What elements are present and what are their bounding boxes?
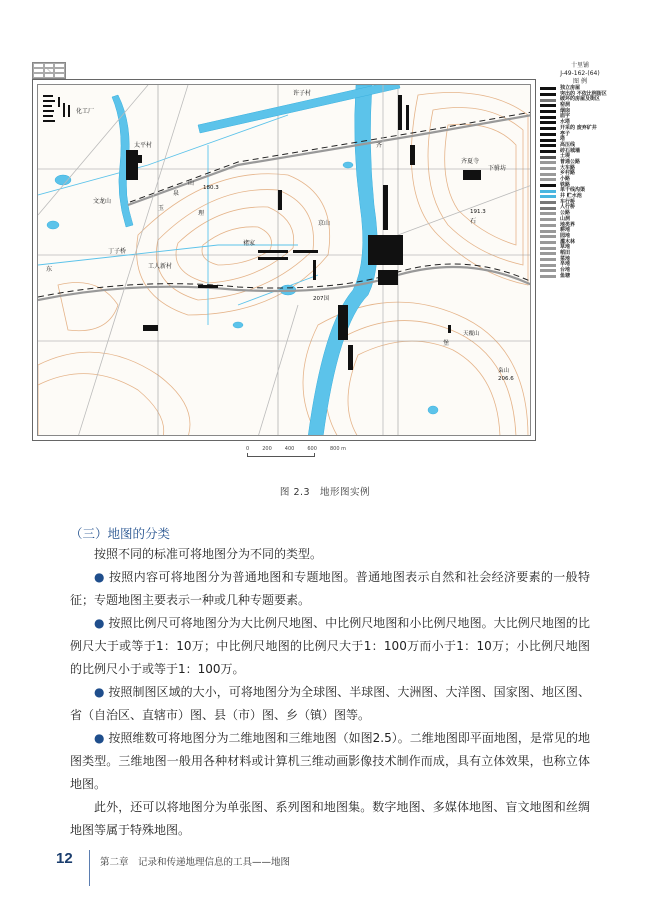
legend-symbol-icon [540, 235, 556, 238]
legend-label: 井 贮水池 [560, 193, 582, 200]
legend-label: 塔 [560, 136, 566, 143]
legend-label: 烟囱 [560, 107, 571, 114]
legend-symbol-icon [540, 264, 556, 267]
svg-text:齐夏寺: 齐夏寺 [461, 158, 480, 165]
legend-symbol-icon [540, 87, 556, 90]
bullet-paragraph-dimension [70, 727, 590, 796]
legend-symbol-icon [540, 201, 556, 204]
svg-text:石: 石 [470, 218, 477, 225]
legend-label: 高压线 [560, 141, 576, 148]
svg-text:化工厂: 化工厂 [76, 108, 95, 115]
svg-text:齐: 齐 [376, 142, 383, 149]
legend-symbol-icon [540, 224, 556, 227]
legend-label: 园地 [560, 232, 571, 239]
legend-label: 菜地 [560, 255, 571, 262]
legend-label: 山洞 [560, 215, 571, 222]
svg-text:枭山: 枭山 [498, 368, 510, 374]
svg-text:191.3: 191.3 [470, 209, 486, 215]
legend-symbol-icon [540, 212, 556, 215]
map-legend [540, 62, 620, 279]
closing-paragraph: 此外，还可以将地图分为单张图、系列图和地图集。数字地图、多媒体地图、盲文地图和丝绸地图等属于特殊地图。 [70, 800, 590, 837]
legend-label: 亭子 [560, 130, 571, 137]
svg-text:丁子桥: 丁子桥 [108, 248, 127, 255]
svg-text:下驸坊: 下驸坊 [488, 165, 507, 172]
footer-divider [89, 850, 90, 886]
bullet-icon: ● [94, 570, 105, 584]
legend-label: 乡村路 [560, 170, 576, 177]
svg-text:玉: 玉 [158, 205, 165, 212]
bullet-text: 按照制图区域的大小，可将地图分为全球图、半球图、大洲图、大洋图、国家图、地区图、省（自治区、直辖市）图、县（市）图、乡（镇）图等。 [70, 685, 590, 722]
map-content [37, 84, 531, 436]
legend-items [540, 86, 620, 279]
map-illustration [38, 85, 531, 436]
intro-paragraph: 按照不同的标准可将地图分为不同的类型。 [94, 547, 323, 561]
bullet-paragraph-region [70, 681, 590, 727]
legend-symbol-icon [540, 258, 556, 261]
svg-text:东: 东 [46, 266, 53, 273]
legend-label: 灌木林 [560, 238, 576, 245]
section-heading: （三）地图的分类 [70, 526, 171, 541]
legend-label: 破坏的房屋及街区 [560, 96, 601, 103]
bullet-icon: ● [94, 616, 105, 630]
svg-text:文龙山: 文龙山 [93, 198, 112, 205]
legend-label: 人行桥 [560, 204, 576, 211]
legend-symbol-icon [540, 247, 556, 250]
legend-symbol-icon [540, 110, 556, 113]
svg-text:褚家: 褚家 [243, 240, 256, 247]
legend-symbol-icon [540, 167, 556, 170]
scale-tick: 800 m [329, 446, 346, 452]
legend-symbol-icon [540, 116, 556, 119]
legend-symbol-icon [540, 93, 556, 96]
chapter-title: 第二章 记录和传递地理信息的工具——地图 [100, 857, 291, 868]
legend-label: 旱地 [560, 261, 571, 268]
legend-label: 车行桥 [560, 198, 576, 205]
legend-label: 普通公路 [560, 158, 581, 165]
bullet-paragraph-scale [70, 612, 590, 681]
legend-label: 稻田 [560, 249, 571, 256]
legend-label: 鱼塘 [560, 272, 571, 279]
bullet-text: 按照维数可将地图分为二维地图和三维地图（如图2.5）。二维地图即平面地图，是常见的地图类型。三维地图一般用各种材料或计算机三维动画影像技术制作而成，具有立体效果，也称立体地图。 [70, 731, 590, 791]
legend-symbol-icon [540, 230, 556, 233]
svg-text:京山: 京山 [318, 220, 331, 227]
bullet-icon: ● [94, 685, 105, 699]
legend-symbol-icon [540, 195, 556, 198]
svg-text:206.6: 206.6 [498, 376, 514, 382]
legend-symbol-icon [540, 218, 556, 221]
legend-symbol-icon [540, 190, 556, 193]
legend-symbol-icon [540, 241, 556, 244]
scale-bar [246, 446, 346, 460]
legend-label: 公路 [560, 210, 571, 217]
topographic-map [32, 79, 536, 441]
svg-text:许子村: 许子村 [293, 90, 312, 97]
svg-text:泉: 泉 [173, 190, 180, 197]
legend-label: 耕地 [560, 227, 571, 234]
legend-label: 单干线沟渠 [560, 187, 586, 194]
legend-label: 铁路 [560, 181, 571, 188]
legend-symbol-icon [540, 121, 556, 124]
legend-symbol-icon [540, 275, 556, 278]
legend-label: 土堤 [560, 153, 571, 160]
svg-text:工人新村: 工人新村 [148, 263, 173, 270]
legend-label: 开采的 废弃矿井 [560, 124, 597, 131]
legend-symbol-icon [540, 127, 556, 130]
legend-sheet-name: 十里铺 [570, 62, 589, 69]
legend-label: 台地 [560, 267, 571, 273]
legend-label: 水塔 [560, 119, 571, 126]
page-number: 12 [56, 850, 73, 867]
legend-label: 草地 [560, 244, 571, 251]
sheet-index-table [32, 62, 66, 79]
bullet-text: 按照内容可将地图分为普通地图和专题地图。普通地图表示自然和社会经济要素的一般特征；专题地图主要表示一种或几种专题要素。 [70, 570, 590, 607]
legend-label: 独立房屋 [560, 85, 581, 91]
legend-label: 小路 [560, 176, 571, 182]
legend-symbol-icon [540, 133, 556, 136]
bullet-paragraph-content [70, 566, 590, 612]
legend-symbol-icon [540, 144, 556, 147]
legend-symbol-icon [540, 184, 556, 187]
legend-label: 大车路 [560, 164, 576, 171]
scale-line [247, 453, 315, 457]
legend-symbol-icon [540, 269, 556, 272]
bullet-icon: ● [94, 731, 105, 745]
legend-heading: 图 例 [573, 78, 587, 85]
scale-ticks [246, 446, 346, 452]
svg-text:207国: 207国 [313, 296, 329, 302]
svg-text:理: 理 [198, 210, 205, 217]
figure-caption: 图 2.3 地形图实例 [279, 487, 371, 498]
legend-symbol-icon [540, 178, 556, 181]
legend-symbol-icon [540, 173, 556, 176]
svg-text:天覆山: 天覆山 [463, 331, 480, 337]
legend-symbol-icon [540, 104, 556, 107]
scale-tick: 600 [307, 446, 317, 452]
scale-tick: 200 [262, 446, 272, 452]
svg-text:堡: 堡 [443, 340, 450, 347]
legend-label: 窑洞 [560, 102, 571, 109]
legend-label: 庙宇 [560, 113, 571, 120]
bullet-text: 按照比例尺可将地图分为大比例尺地图、中比例尺地图和小比例尺地图。大比例尺地图的比例尺大于或等于1：10万；中比例尺地图的比例尺大于1：100万而小于1：10万；小比例尺地图的比例尺小于或等于1：100万。 [70, 616, 590, 676]
scale-tick: 400 [284, 446, 295, 452]
legend-symbol-icon [540, 99, 556, 102]
legend-symbol-icon [540, 207, 556, 210]
legend-label: 地类界 [560, 221, 576, 228]
svg-text:山: 山 [188, 180, 195, 187]
svg-text:太平村: 太平村 [134, 142, 153, 149]
legend-symbol-icon [540, 139, 556, 142]
legend-symbol-icon [540, 150, 556, 153]
legend-symbol-icon [540, 252, 556, 255]
legend-sheet-code: J-49-162-(64) [560, 70, 600, 77]
legend-symbol-icon [540, 156, 556, 159]
legend-item [540, 274, 620, 280]
svg-text:180.3: 180.3 [203, 185, 219, 191]
legend-label: 砖石城墙 [560, 147, 581, 154]
scale-tick: 0 [246, 446, 250, 452]
legend-label: 突出的 不依比例街区 [560, 90, 607, 97]
legend-symbol-icon [540, 161, 556, 164]
